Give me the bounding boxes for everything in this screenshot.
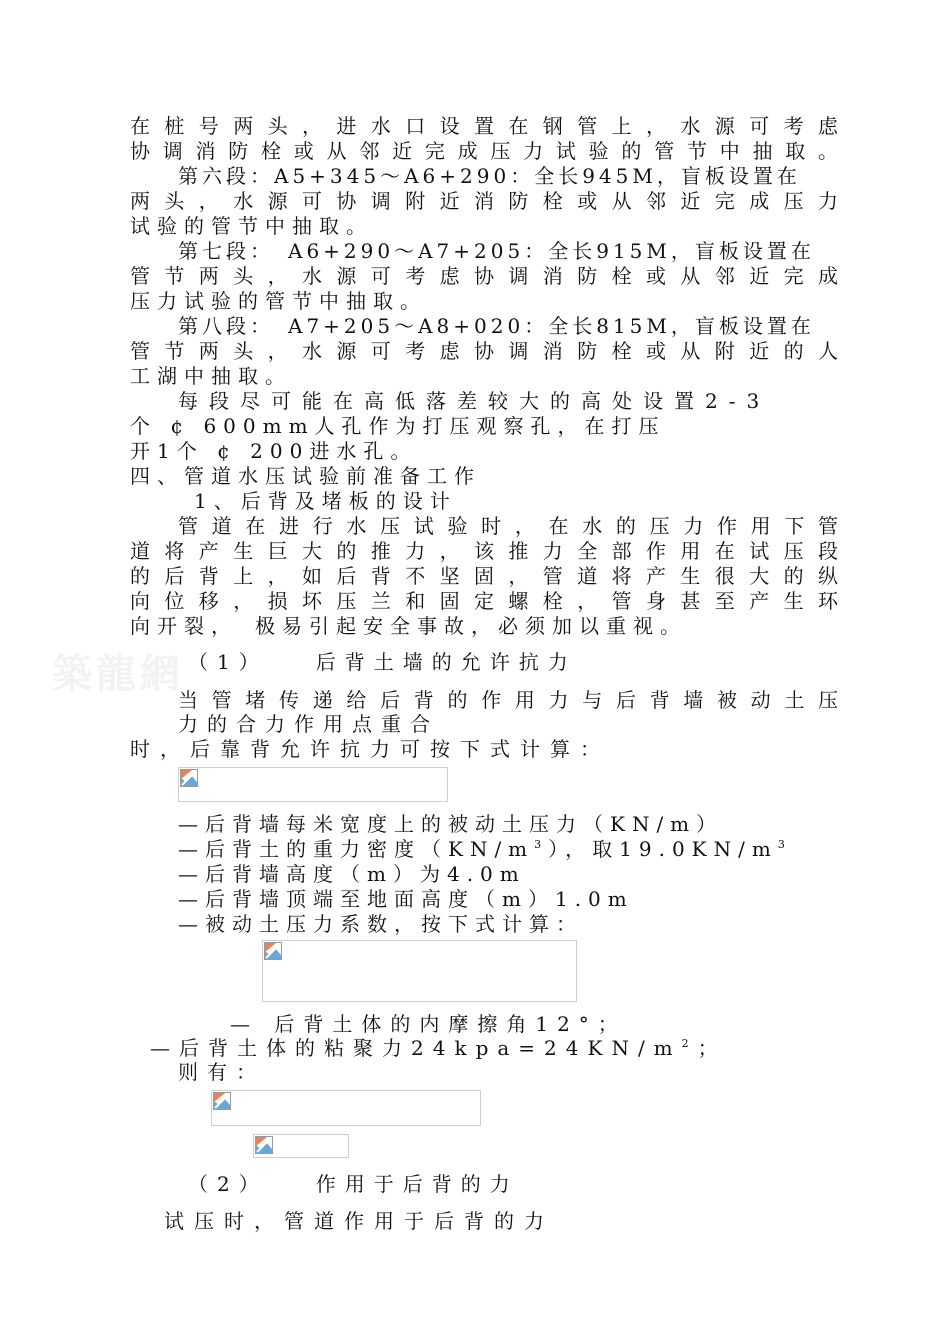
variable-definition: — 后背土体的内摩擦角12°； xyxy=(230,1012,627,1036)
broken-image-icon xyxy=(180,769,198,787)
subsection-heading: （1） 后背土墙的允许抗力 xyxy=(188,650,577,674)
broken-image-icon xyxy=(264,942,282,960)
variable-definition: —被动土压力系数，按下式计算： xyxy=(178,912,583,936)
paragraph-line: 第七段： A6+290～A7+205：全长915M，盲板设置在 xyxy=(178,239,815,263)
paragraph-line: 开1个 ¢ 200进水孔。 xyxy=(130,439,418,463)
paragraph-line: 压力试验的管节中抽取。 xyxy=(130,289,427,313)
paragraph-line: 向位移，损坏压兰和固定螺栓，管身甚至产生环 xyxy=(130,589,838,613)
paragraph-line: 第六段：A5+345～A6+290：全长945M，盲板设置在 xyxy=(178,164,801,188)
broken-image-icon xyxy=(255,1136,273,1154)
variable-definition: —后背土体的粘聚力$24kpa=24KN/m^2$； xyxy=(150,1036,727,1060)
paragraph-line: 试压时，管道作用于后背的力 xyxy=(164,1209,554,1233)
paragraph-line: 试验的管节中抽取。 xyxy=(130,214,373,238)
variable-definition: —后背墙每米宽度上的被动土压力（KN/m） xyxy=(178,812,724,836)
paragraph-line: 管节两头，水源可考虑协调消防栓或从邻近完成 xyxy=(130,264,838,288)
formula-image xyxy=(211,1090,481,1126)
variable-definition: —后背土的重力密度$(KN/m^3)$，取$19.0KN/m^3$ xyxy=(178,837,792,861)
variable-definition: —后背墙顶端至地面高度（m）1.0m xyxy=(178,887,634,911)
broken-image-icon xyxy=(213,1092,231,1110)
subsection-heading: （2） 作用于后背的力 xyxy=(188,1172,519,1196)
paragraph-line: 个 ¢ 600mm人孔作为打压观察孔，在打压 xyxy=(130,414,666,438)
paragraph-line: 当管堵传递给后背的作用力与后背墙被动土压 xyxy=(178,688,838,712)
section-heading: 四、管道水压试验前准备工作 xyxy=(130,464,481,488)
paragraph-line: 则有： xyxy=(178,1060,265,1084)
formula-image xyxy=(178,767,448,802)
watermark: 築龍網 xyxy=(52,651,184,697)
paragraph-line: 工湖中抽取。 xyxy=(130,364,292,388)
subsection-heading: 1、后背及堵板的设计 xyxy=(194,489,457,513)
paragraph-line: 道将产生巨大的推力，该推力全部作用在试压段 xyxy=(130,539,838,563)
paragraph-line: 管节两头，水源可考虑协调消防栓或从附近的人 xyxy=(130,339,838,363)
paragraph-line: 时，后靠背允许抗力可按下式计算： xyxy=(130,737,610,761)
paragraph-line: 第八段： A7+205～A8+020：全长815M，盲板设置在 xyxy=(178,314,815,338)
paragraph-line: 两头，水源可协调附近消防栓或从邻近完成压力 xyxy=(130,189,838,213)
paragraph-line: 管道在进行水压试验时，在水的压力作用下管 xyxy=(178,514,838,538)
paragraph-line: 向开裂， 极易引起安全事故，必须加以重视。 xyxy=(130,614,687,638)
formula-image xyxy=(262,940,577,1002)
paragraph-line: 的后背上，如后背不坚固，管道将产生很大的纵 xyxy=(130,564,838,588)
paragraph-line: 在桩号两头，进水口设置在钢管上，水源可考虑 xyxy=(130,114,838,138)
paragraph-line: 力的合力作用点重合 xyxy=(178,712,439,736)
paragraph-line: 每段尽可能在高低落差较大的高处设置2-3 xyxy=(178,389,771,413)
variable-definition: —后背墙高度（m）为4.0m xyxy=(178,862,526,886)
paragraph-line: 协调消防栓或从邻近完成压力试验的管节中抽取。 xyxy=(130,139,838,163)
formula-image xyxy=(253,1134,349,1158)
